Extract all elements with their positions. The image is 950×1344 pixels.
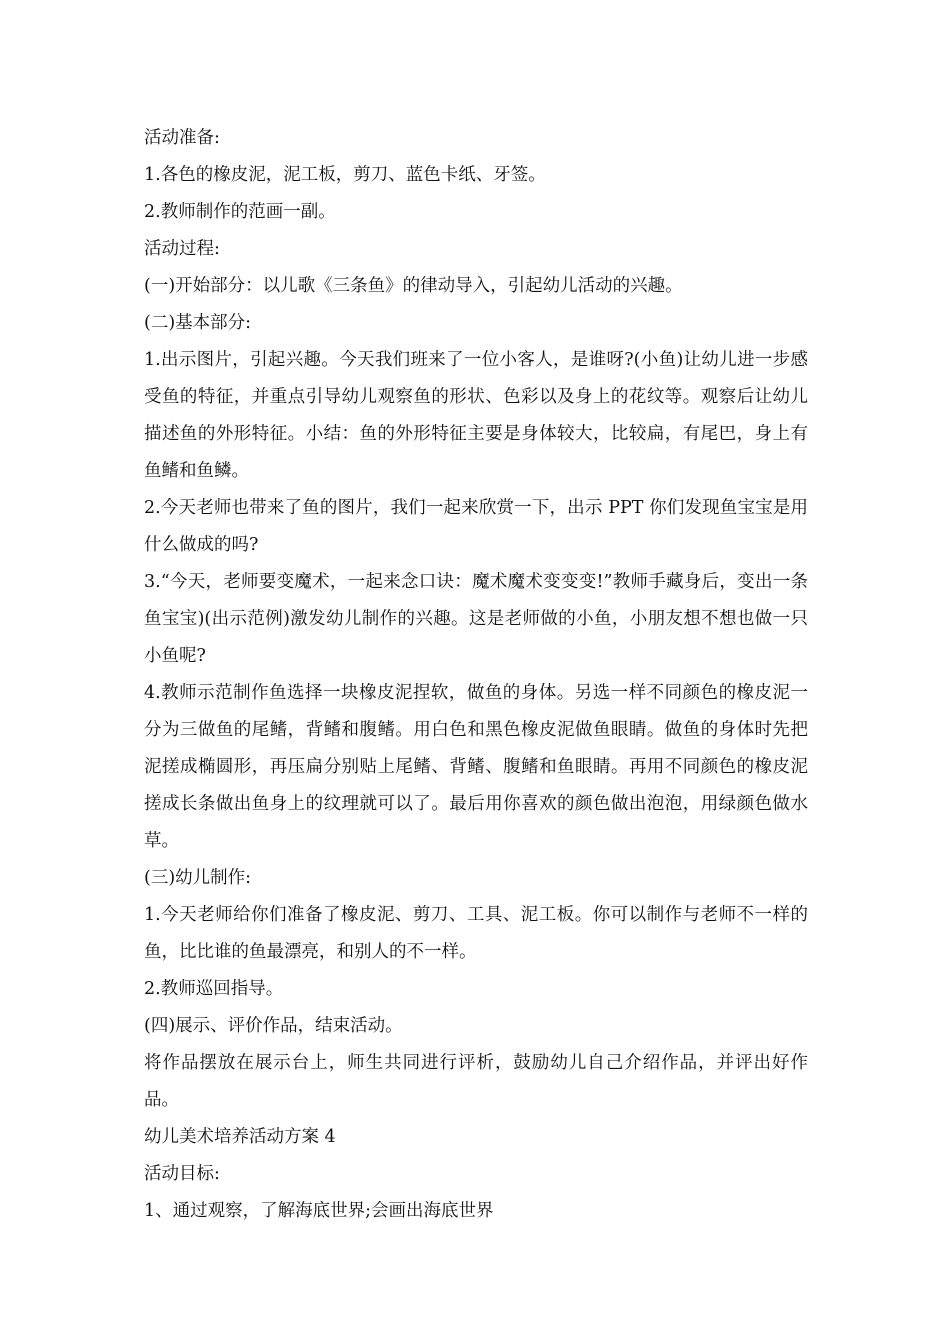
plan-4-title: 幼儿美术培养活动方案 4 — [144, 1127, 336, 1147]
process-step-1: 1.出示图片，引起兴趣。今天我们班来了一位小客人，是谁呀?(小鱼)让幼儿进一步感受鱼的特征，并重点引导幼儿观察鱼的形状、色彩以及身上的花纹等。观察后让幼儿描述鱼的外形特征。小结：鱼的外形特征主要是身体较大，比较扁，有尾巴，身上有鱼鳍和鱼鳞。 — [144, 350, 808, 481]
process-part-4-heading: (四)展示、评价作品，结束活动。 — [144, 1016, 403, 1036]
process-part-3-heading: (三)幼儿制作: — [144, 868, 252, 888]
document-body — [144, 120, 808, 1230]
preparation-item-1: 1.各色的橡皮泥，泥工板，剪刀、蓝色卡纸、牙签。 — [144, 165, 546, 185]
process-step-3: 3.“今天，老师要变魔术，一起来念口诀：魔术魔术变变变!”教师手藏身后，变出一条鱼宝宝)(出示范例)激发幼儿制作的兴趣。这是老师做的小鱼，小朋友想不想也做一只小鱼呢? — [144, 572, 808, 666]
goal-item-1: 1、通过观察，了解海底世界;会画出海底世界 — [144, 1201, 494, 1221]
display-paragraph: 将作品摆放在展示台上，师生共同进行评析，鼓励幼儿自己介绍作品，并评出好作品。 — [144, 1053, 808, 1110]
process-step-4: 4.教师示范制作鱼选择一块橡皮泥捏软，做鱼的身体。另选一样不同颜色的橡皮泥一分为三做鱼的尾鳍，背鳍和腹鳍。用白色和黑色橡皮泥做鱼眼睛。做鱼的身体时先把泥搓成椭圆形，再压扁分别贴上尾鳍、背鳍、腹鳍和鱼眼睛。再用不同颜色的橡皮泥搓成长条做出鱼身上的纹理就可以了。最后用你喜欢的颜色做出泡泡，用绿颜色做水草。 — [144, 683, 808, 851]
heading-activity-goals: 活动目标: — [144, 1164, 220, 1184]
heading-activity-process: 活动过程: — [144, 239, 220, 259]
process-part-1: (一)开始部分：以儿歌《三条鱼》的律动导入，引起幼儿活动的兴趣。 — [144, 276, 683, 296]
process-part-2-heading: (二)基本部分: — [144, 313, 252, 333]
making-step-1: 1.今天老师给你们准备了橡皮泥、剪刀、工具、泥工板。你可以制作与老师不一样的鱼，比比谁的鱼最漂亮，和别人的不一样。 — [144, 905, 808, 962]
heading-activity-preparation: 活动准备: — [144, 128, 220, 148]
making-step-2: 2.教师巡回指导。 — [144, 979, 284, 999]
process-step-2: 2.今天老师也带来了鱼的图片，我们一起来欣赏一下，出示 PPT 你们发现鱼宝宝是用什么做成的吗? — [144, 498, 808, 555]
preparation-item-2: 2.教师制作的范画一副。 — [144, 202, 336, 222]
